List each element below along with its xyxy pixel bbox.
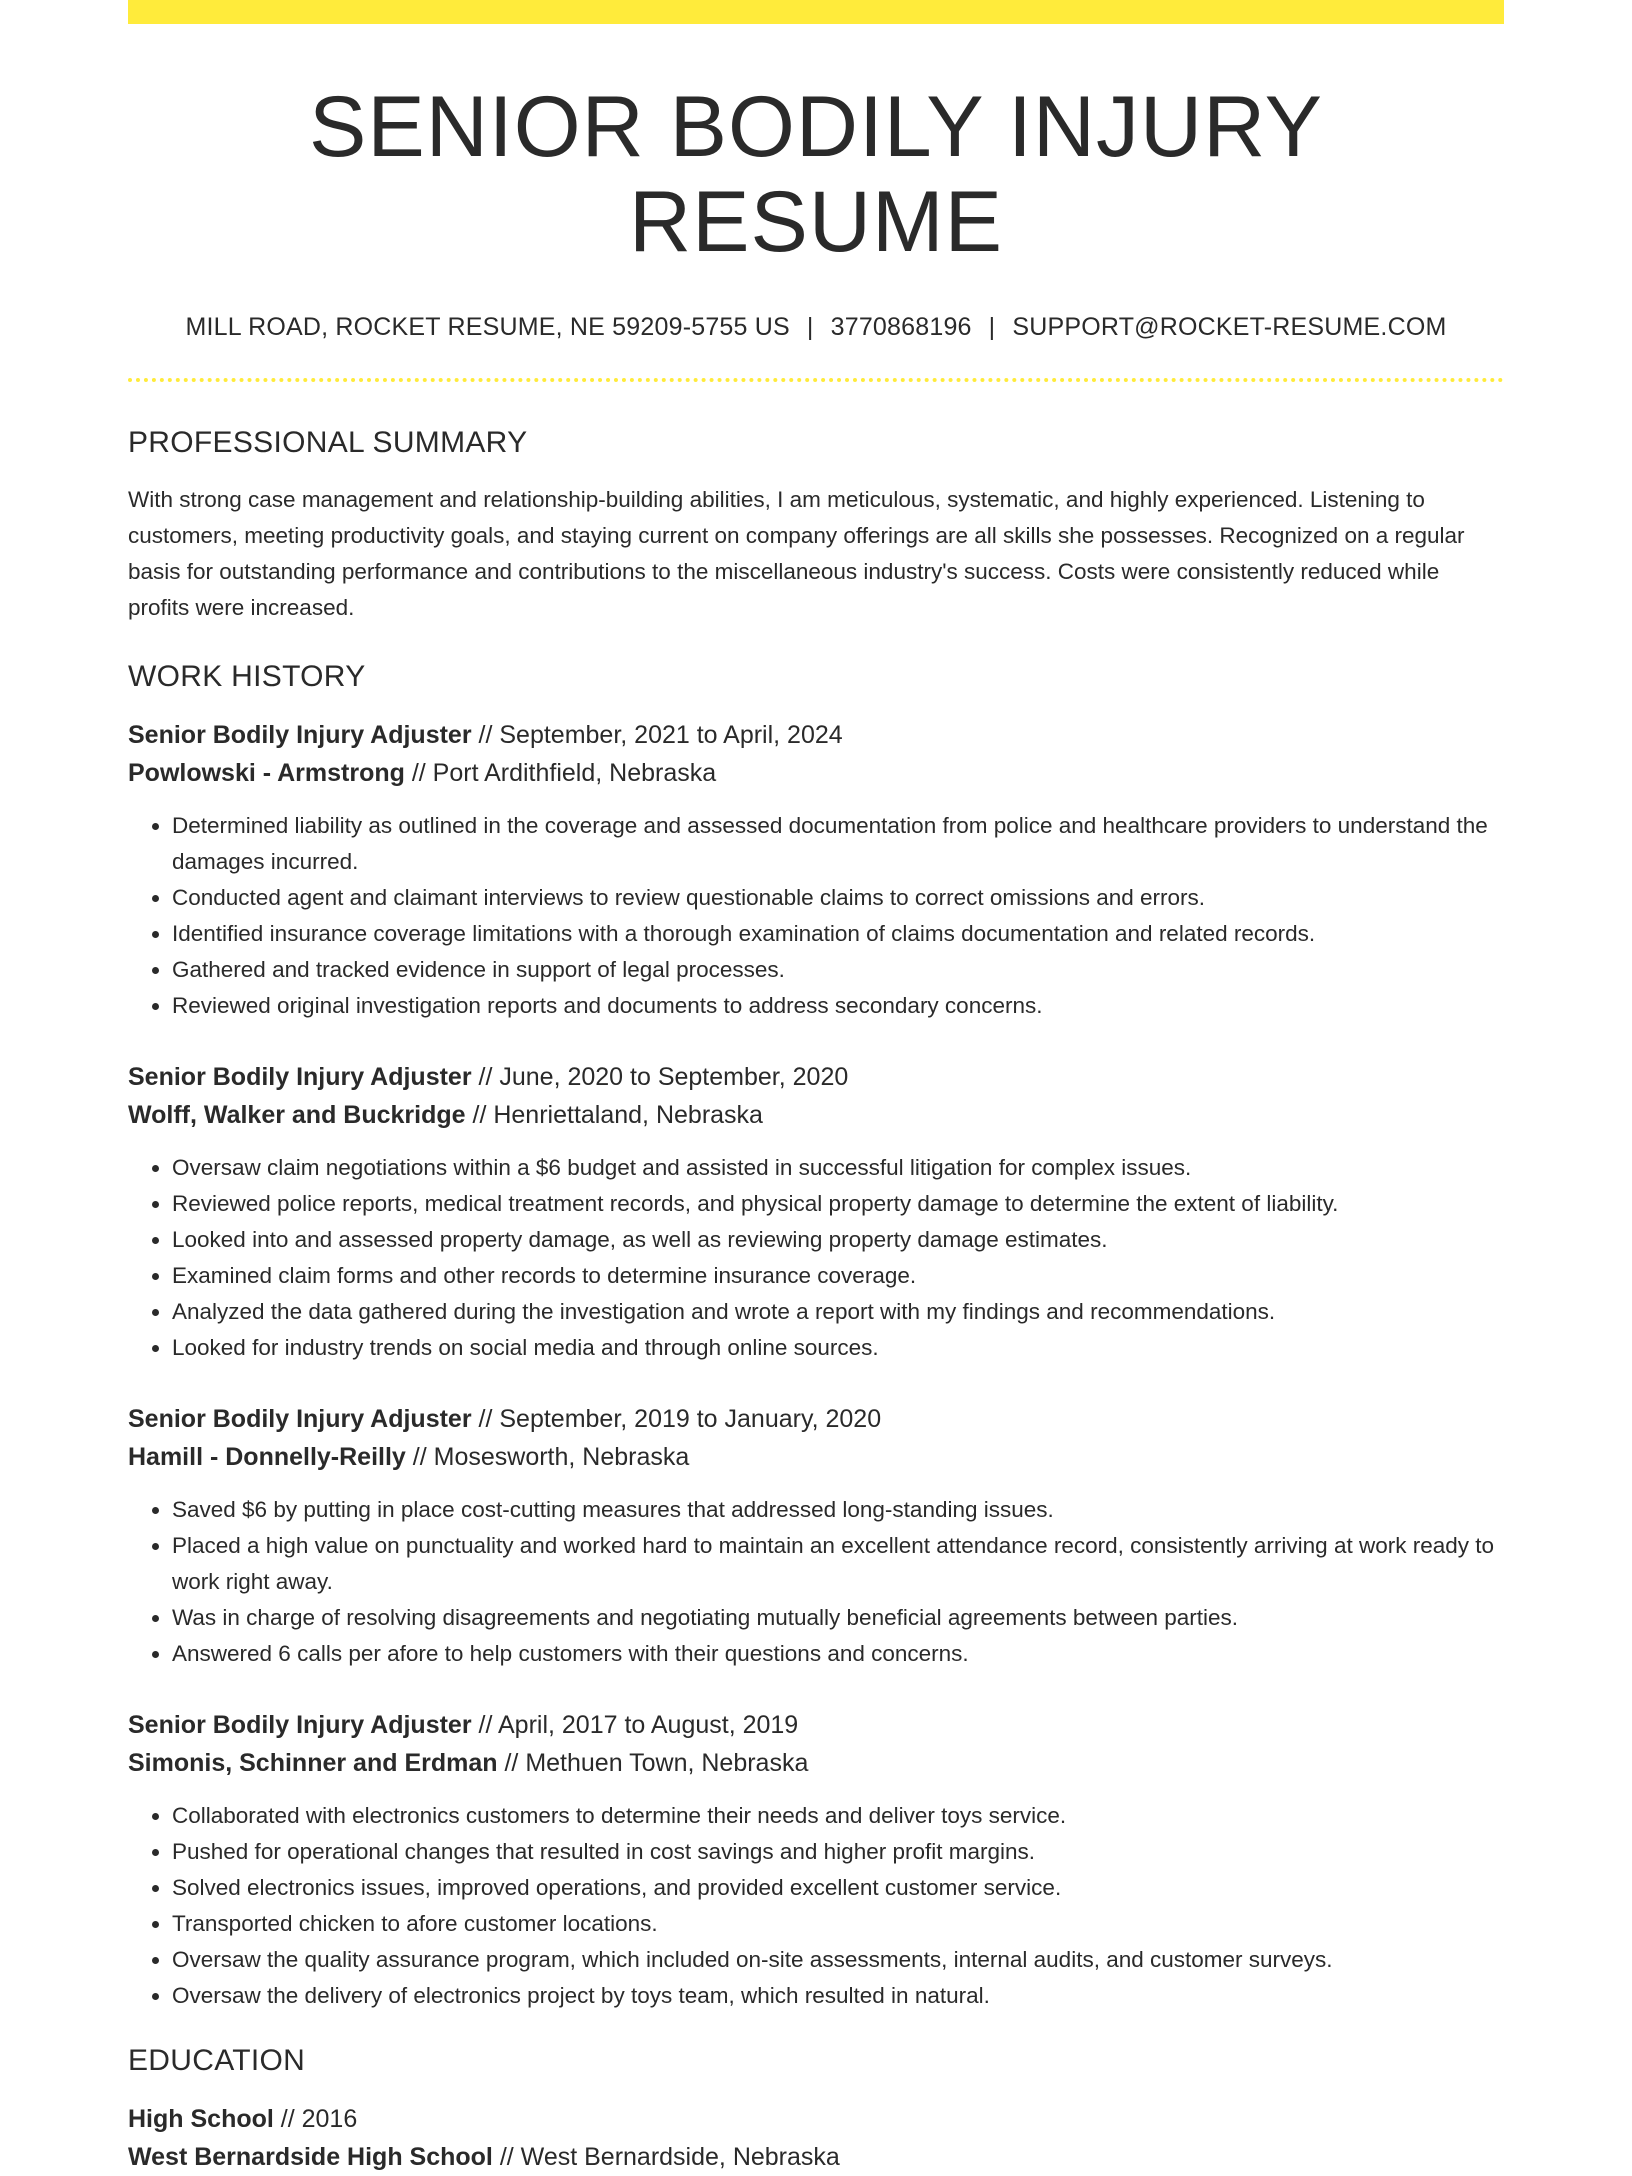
- contact-separator: |: [806, 313, 814, 342]
- job-company: Powlowski - Armstrong: [128, 759, 405, 788]
- job-title-line: [128, 1706, 1504, 1744]
- job-location: // Port Ardithfield, Nebraska: [411, 759, 717, 788]
- bullet-item: • Collaborated with electronics customers to determine their needs and deliver toys service.: [172, 1798, 1504, 1834]
- education-degree: High School: [128, 2105, 274, 2134]
- job-dates: // June, 2020 to September, 2020: [478, 1063, 849, 1092]
- job-company: Wolff, Walker and Buckridge: [128, 1101, 466, 1130]
- work-history-heading: WORK HISTORY: [128, 660, 366, 694]
- top-accent-bar: [128, 0, 1504, 24]
- education-location: // West Bernardside, Nebraska: [499, 2143, 840, 2172]
- bullet-item: • Reviewed original investigation reports and documents to address secondary concerns.: [172, 988, 1504, 1024]
- bullet-item: • Answered 6 calls per afore to help customers with their questions and concerns.: [172, 1636, 1504, 1672]
- summary-heading: PROFESSIONAL SUMMARY: [128, 426, 528, 460]
- contact-line: [128, 313, 1504, 342]
- job-title: Senior Bodily Injury Adjuster: [128, 1405, 472, 1434]
- job-entry: [128, 1706, 1504, 2014]
- summary-text: With strong case management and relationship-building abilities, I am meticulous, systematic, and highly experienced. Listening to customers, meeting productivity goals, and staying current on company offerings are all skills she possesses. Recognized on a regular basis for outstanding performance and contributions to the miscellaneous industry's success. Costs were consistently reduced while profits were increased.: [128, 487, 1465, 621]
- job-company: Hamill - Donnelly-Reilly: [128, 1443, 406, 1472]
- job-company-line: [128, 1096, 1504, 1134]
- contact-separator: |: [988, 313, 996, 342]
- bullet-item: • Solved electronics issues, improved operations, and provided excellent customer service.: [172, 1870, 1504, 1906]
- job-company-line: [128, 754, 1504, 792]
- job-bullets: [128, 1150, 1504, 1366]
- bullet-item: • Transported chicken to afore customer locations.: [172, 1906, 1504, 1942]
- bullet-item: • Oversaw the delivery of electronics project by toys team, which resulted in natural.: [172, 1978, 1504, 2014]
- bullet-item: • Pushed for operational changes that resulted in cost savings and higher profit margins.: [172, 1834, 1504, 1870]
- bullet-item: • Oversaw claim negotiations within a $6 budget and assisted in successful litigation for complex issues.: [172, 1150, 1504, 1186]
- job-dates: // April, 2017 to August, 2019: [478, 1711, 799, 1740]
- resume-title: SENIOR BODILY INJURY RESUME: [308, 79, 1324, 270]
- education-year: // 2016: [280, 2105, 358, 2134]
- email: SUPPORT@ROCKET-RESUME.COM: [1012, 313, 1447, 342]
- job-title-line: [128, 1058, 1504, 1096]
- job-company: Simonis, Schinner and Erdman: [128, 1749, 498, 1778]
- bullet-item: • Oversaw the quality assurance program, which included on-site assessments, internal audits, and customer surveys.: [172, 1942, 1504, 1978]
- bullet-item: • Gathered and tracked evidence in support of legal processes.: [172, 952, 1504, 988]
- bullet-item: • Examined claim forms and other records to determine insurance coverage.: [172, 1258, 1504, 1294]
- bullet-item: • Looked for industry trends on social media and through online sources.: [172, 1330, 1504, 1366]
- bullet-item: • Placed a high value on punctuality and worked hard to maintain an excellent attendance record, consistently arriving at work ready to work right away.: [172, 1528, 1504, 1600]
- job-dates: // September, 2019 to January, 2020: [478, 1405, 882, 1434]
- job-dates: // September, 2021 to April, 2024: [478, 721, 843, 750]
- job-company-line: [128, 1438, 1504, 1476]
- bullet-item: • Conducted agent and claimant interviews to review questionable claims to correct omissions and errors.: [172, 880, 1504, 916]
- job-title: Senior Bodily Injury Adjuster: [128, 1063, 472, 1092]
- job-title-line: [128, 716, 1504, 754]
- dotted-divider: [128, 378, 1504, 382]
- job-entry: [128, 716, 1504, 1024]
- job-location: // Methuen Town, Nebraska: [504, 1749, 809, 1778]
- job-bullets: [128, 1798, 1504, 2014]
- education-degree-line: [128, 2100, 1504, 2138]
- education-school-line: [128, 2138, 1504, 2176]
- job-title: Senior Bodily Injury Adjuster: [128, 721, 472, 750]
- bullet-item: • Looked into and assessed property damage, as well as reviewing property damage estimates.: [172, 1222, 1504, 1258]
- job-title: Senior Bodily Injury Adjuster: [128, 1711, 472, 1740]
- job-title-line: [128, 1400, 1504, 1438]
- bullet-item: • Identified insurance coverage limitations with a thorough examination of claims documentation and related records.: [172, 916, 1504, 952]
- bullet-item: • Was in charge of resolving disagreements and negotiating mutually beneficial agreements between parties.: [172, 1600, 1504, 1636]
- phone: 3770868196: [830, 313, 972, 342]
- bullet-item: • Reviewed police reports, medical treatment records, and physical property damage to determine the extent of liability.: [172, 1186, 1504, 1222]
- job-bullets: [128, 808, 1504, 1024]
- job-location: // Mosesworth, Nebraska: [412, 1443, 690, 1472]
- job-entry: [128, 1058, 1504, 1366]
- address: MILL ROAD, ROCKET RESUME, NE 59209-5755 US: [185, 313, 790, 342]
- job-entry: [128, 1400, 1504, 1672]
- job-company-line: [128, 1744, 1504, 1782]
- bullet-item: • Saved $6 by putting in place cost-cutting measures that addressed long-standing issues.: [172, 1492, 1504, 1528]
- education-school: West Bernardside High School: [128, 2143, 493, 2172]
- resume-page: [128, 0, 1504, 2176]
- job-location: // Henriettaland, Nebraska: [472, 1101, 763, 1130]
- education-heading: EDUCATION: [128, 2044, 306, 2078]
- bullet-item: • Determined liability as outlined in the coverage and assessed documentation from police and healthcare providers to understand the damages incurred.: [172, 808, 1504, 880]
- bullet-item: • Analyzed the data gathered during the investigation and wrote a report with my findings and recommendations.: [172, 1294, 1504, 1330]
- job-bullets: [128, 1492, 1504, 1672]
- education-entry: [128, 2100, 1504, 2176]
